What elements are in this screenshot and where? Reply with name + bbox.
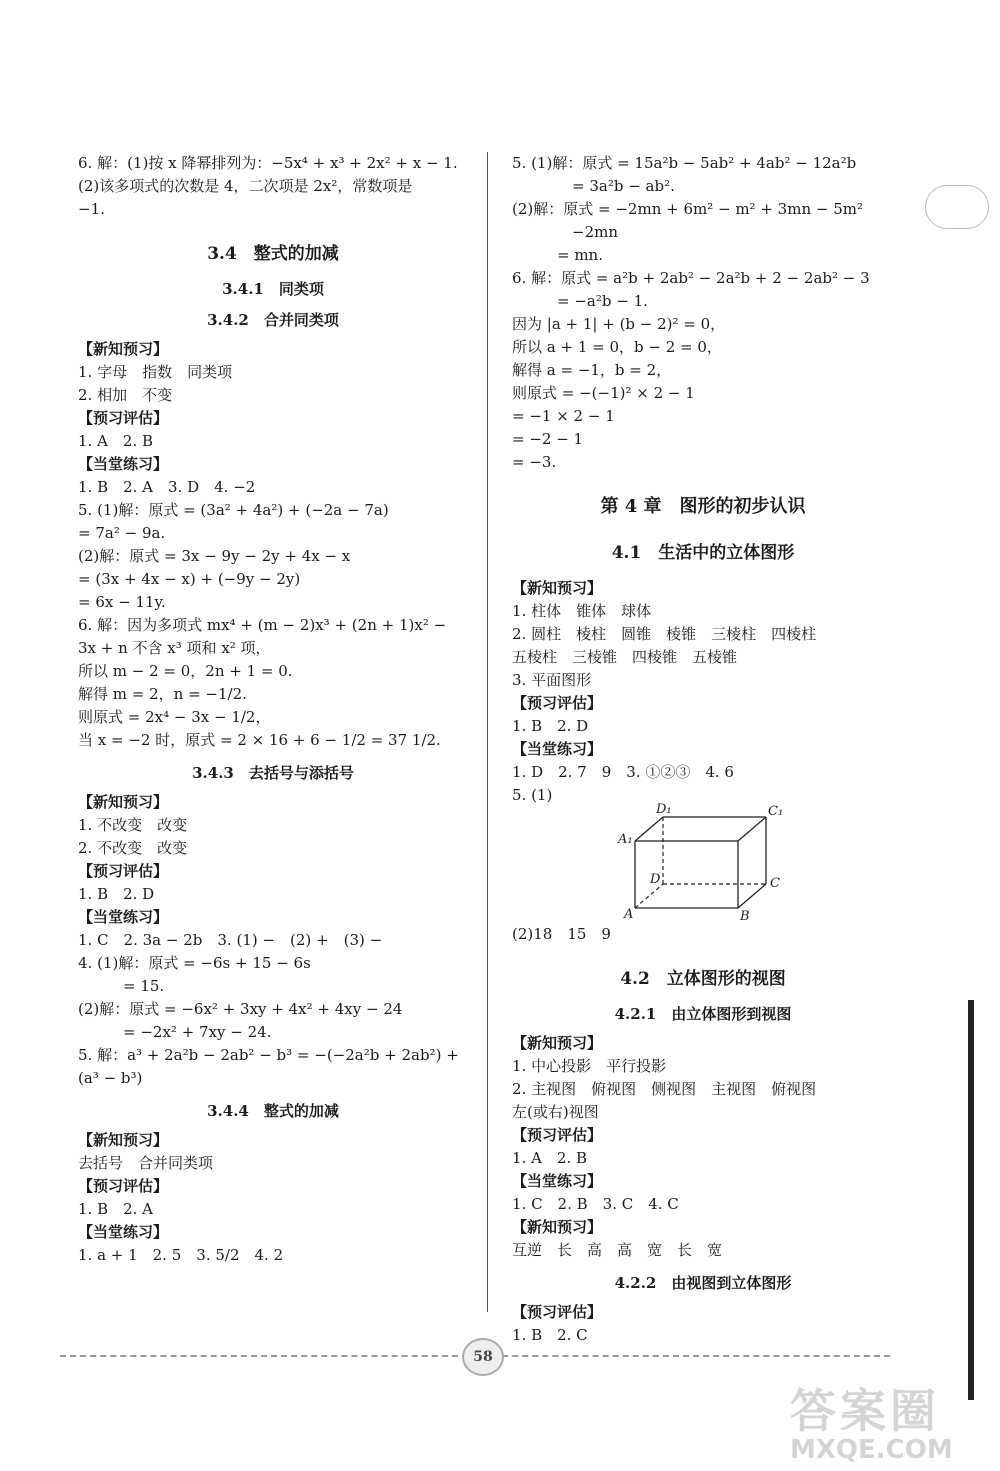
text-line: 5. (1): [512, 786, 553, 804]
label-d1: D₁: [656, 802, 672, 817]
section-label: 【新知预习】: [512, 579, 603, 597]
watermark-url: MXQE.COM: [790, 1435, 953, 1465]
text-line: = −3.: [512, 453, 557, 471]
section-heading: 3.4 整式的加减: [207, 244, 339, 264]
right-column-bottom: [512, 923, 894, 1347]
text-line: 左(或右)视图: [512, 1103, 599, 1121]
text-line: 1. C 2. 3a − 2b 3. (1) − (2) + (3) −: [78, 931, 383, 949]
text-line: = 15.: [78, 977, 165, 995]
text-line: 则原式 = 2x⁴ − 3x − 1/2，: [78, 708, 271, 726]
label-c: C: [770, 876, 780, 891]
text-line: 2. 不改变 改变: [78, 839, 188, 857]
text-line: 1. D 2. 7 9 3. ①②③ 4. 6: [512, 763, 734, 781]
label-a1: A₁: [618, 832, 633, 847]
text-line: 6. 解：(1)按 x 降幂排列为：−5x⁴ + x³ + 2x² + x − 1.: [78, 154, 458, 172]
text-line: (a³ − b³): [78, 1069, 143, 1087]
right-column-top: [512, 152, 894, 807]
text-line: −1.: [78, 200, 105, 218]
section-heading: 3.4.2 合并同类项: [207, 311, 339, 329]
text-line: = (3x + 4x − x) + (−9y − 2y): [78, 570, 301, 588]
cuboid-diagram: [512, 802, 894, 924]
section-heading: 4.2 立体图形的视图: [620, 969, 786, 989]
corner-stamp-mark: [925, 185, 989, 229]
text-line: 1. B 2. C: [512, 1326, 588, 1344]
label-a: A: [624, 907, 634, 922]
section-label: 【新知预习】: [512, 1218, 603, 1236]
text-line: 6. 解：原式 = a²b + 2ab² − 2a²b + 2 − 2ab² − 3: [512, 269, 870, 287]
text-line: 1. C 2. B 3. C 4. C: [512, 1195, 679, 1213]
text-line: 所以 m − 2 = 0，2n + 1 = 0.: [78, 662, 293, 680]
text-line: 1. A 2. B: [512, 1149, 588, 1167]
text-line: 当 x = −2 时，原式 = 2 × 16 + 6 − 1/2 = 37 1/2.: [78, 731, 441, 749]
text-line: −2mn: [512, 223, 618, 241]
text-line: (2)18 15 9: [512, 925, 611, 943]
section-label: 【预习评估】: [78, 862, 169, 880]
text-line: 2. 圆柱 棱柱 圆锥 棱锥 三棱柱 四棱柱: [512, 625, 817, 643]
column-divider: [487, 152, 488, 1312]
text-line: = −a²b − 1.: [512, 292, 648, 310]
text-line: 解得 m = 2，n = −1/2.: [78, 685, 247, 703]
section-heading: 3.4.4 整式的加减: [207, 1102, 339, 1120]
text-line: 因为 |a + 1| + (b − 2)² = 0，: [512, 315, 726, 333]
text-line: 1. B 2. A 3. D 4. −2: [78, 478, 256, 496]
section-label: 【新知预习】: [78, 1131, 169, 1149]
text-line: = 3a²b − ab².: [512, 177, 675, 195]
section-label: 【预习评估】: [512, 1126, 603, 1144]
section-heading: 第 4 章 图形的初步认识: [600, 496, 806, 517]
section-label: 【预习评估】: [512, 1303, 603, 1321]
text-line: = −1 × 2 − 1: [512, 407, 615, 425]
text-line: 5. 解：a³ + 2a²b − 2ab² − b³ = −(−2a²b + 2ab²) +: [78, 1046, 459, 1064]
section-label: 【预习评估】: [78, 1177, 169, 1195]
text-line: 6. 解：因为多项式 mx⁴ + (m − 2)x³ + (2n + 1)x² −: [78, 616, 447, 634]
page-number: 58: [462, 1338, 504, 1376]
text-line: 1. B 2. A: [78, 1200, 154, 1218]
text-line: 去括号 合并同类项: [78, 1154, 214, 1172]
right-column: [512, 152, 894, 1347]
label-c1: C₁: [768, 804, 784, 819]
text-line: 五棱柱 三棱锥 四棱锥 五棱锥: [512, 648, 738, 666]
text-line: 1. B 2. D: [512, 717, 589, 735]
text-line: 1. B 2. D: [78, 885, 155, 903]
text-line: 4. (1)解：原式 = −6s + 15 − 6s: [78, 954, 311, 972]
section-heading: 4.2.1 由立体图形到视图: [614, 1005, 792, 1023]
text-line: 1. 字母 指数 同类项: [78, 363, 233, 381]
text-line: = −2 − 1: [512, 430, 584, 448]
section-label: 【当堂练习】: [512, 740, 603, 758]
section-label: 【当堂练习】: [78, 908, 169, 926]
left-column: [78, 152, 468, 1267]
section-label: 【新知预习】: [78, 340, 169, 358]
text-line: (2)解：原式 = −2mn + 6m² − m² + 3mn − 5m²: [512, 200, 863, 218]
site-watermark: [790, 1375, 953, 1465]
text-line: 1. 柱体 锥体 球体: [512, 602, 652, 620]
section-heading: 3.4.1 同类项: [222, 280, 324, 298]
text-line: 3x + n 不含 x³ 项和 x² 项，: [78, 639, 271, 657]
section-label: 【新知预习】: [78, 793, 169, 811]
text-line: 5. (1)解：原式 = (3a² + 4a²) + (−2a − 7a): [78, 501, 389, 519]
section-label: 【预习评估】: [512, 694, 603, 712]
section-label: 【当堂练习】: [78, 455, 169, 473]
text-line: 1. A 2. B: [78, 432, 154, 450]
text-line: = 6x − 11y.: [78, 593, 166, 611]
text-line: (2)解：原式 = 3x − 9y − 2y + 4x − x: [78, 547, 351, 565]
section-label: 【当堂练习】: [512, 1172, 603, 1190]
label-b: B: [740, 909, 750, 924]
text-line: (2)该多项式的次数是 4，二次项是 2x²，常数项是: [78, 177, 413, 195]
label-d: D: [650, 872, 661, 887]
page-edge-shadow: [968, 1000, 974, 1400]
text-line: = −2x² + 7xy − 24.: [78, 1023, 272, 1041]
text-line: = 7a² − 9a.: [78, 524, 166, 542]
text-line: 解得 a = −1，b = 2，: [512, 361, 672, 379]
section-heading: 4.1 生活中的立体图形: [611, 543, 795, 563]
section-heading: 3.4.3 去括号与添括号: [192, 764, 354, 782]
text-line: 则原式 = −(−1)² × 2 − 1: [512, 384, 695, 402]
section-label: 【新知预习】: [512, 1034, 603, 1052]
text-line: 所以 a + 1 = 0，b − 2 = 0，: [512, 338, 722, 356]
cuboid-figure: [512, 802, 894, 924]
text-line: 互逆 长 高 高 宽 长 宽: [512, 1241, 723, 1259]
text-line: 2. 相加 不变: [78, 386, 173, 404]
section-label: 【当堂练习】: [78, 1223, 169, 1241]
text-line: 1. a + 1 2. 5 3. 5/2 4. 2: [78, 1246, 284, 1264]
text-line: 3. 平面图形: [512, 671, 592, 689]
text-line: 1. 中心投影 平行投影: [512, 1057, 667, 1075]
section-label: 【预习评估】: [78, 409, 169, 427]
text-line: 2. 主视图 俯视图 侧视图 主视图 俯视图: [512, 1080, 817, 1098]
text-line: 5. (1)解：原式 = 15a²b − 5ab² + 4ab² − 12a²b: [512, 154, 857, 172]
section-heading: 4.2.2 由视图到立体图形: [614, 1274, 792, 1292]
text-line: = mn.: [512, 246, 603, 264]
text-line: (2)解：原式 = −6x² + 3xy + 4x² + 4xy − 24: [78, 1000, 403, 1018]
text-line: 1. 不改变 改变: [78, 816, 188, 834]
watermark-logo-text: 答案圈: [790, 1384, 940, 1438]
